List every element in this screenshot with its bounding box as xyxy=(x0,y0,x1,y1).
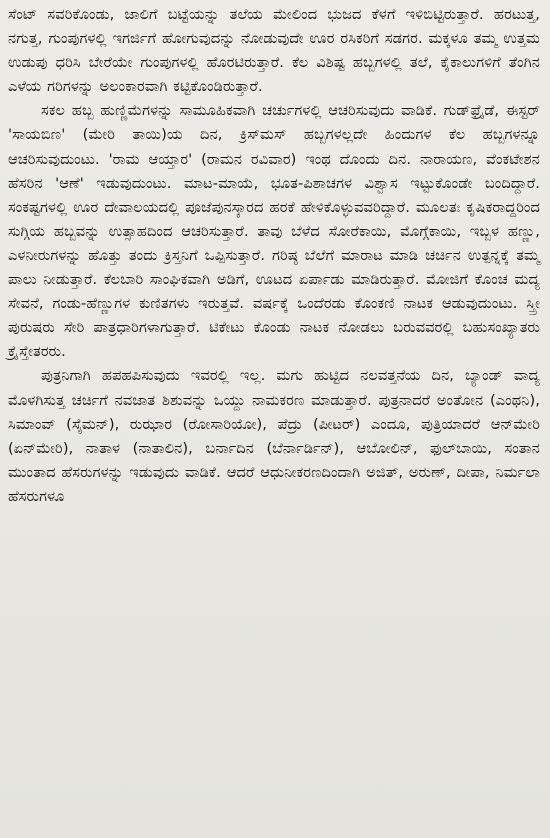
paragraph-naming-ceremony: ಪುತ್ರನಿಗಾಗಿ ಹಪಹಪಿಸುವುದು ಇವರಲ್ಲಿ ಇಲ್ಲ. ಮಗು ಹುಟ್ಟಿದ ನಲವತ್ತನೆಯ ದಿನ, ಬ್ಯಾಂಡ್ ವಾದ್ಯ ಮೊಳಗಿಸುತ್ತ ಚರ್ಚಿಗೆ ನವಜಾತ ಶಿಶುವನ್ನು ಒಯ್ದು ನಾಮಕರಣ ಮಾಡುತ್ತಾರೆ. ಪುತ್ರನಾದರೆ ಅಂತೋನ (ಎಂಥನಿ), ಸಿಮಾಂವ್ (ಸೈಮನ್), ರುಝಾರ (ರೋಸಾರಿಯೋ), ಪೆದ್ರು (ಪೀಟರ್) ಎಂದೂ, ಪುತ್ರಿಯಾದರೆ ಆನ್‌ಮೇರಿ (ಏನ್‌ಮೇರಿ), ನಾತಾಳ (ನಾತಾಲಿನ), ಬರ್ನಾದಿನ (ಬೆರ್ನಾರ್ಡಿನ್), ಆಬೋಲಿನ್, ಫುಲ್‌ಬಾಯಿ, ಸಂತಾನ ಮುಂತಾದ ಹೆಸರುಗಳನ್ನು ಇಡುವುದು ವಾಡಿಕೆ. ಆದರೆ ಆಧುನೀಕರಣದಿಂದಾಗಿ ಅಜಿತ್, ಅರುಣ್, ದೀಪಾ, ನಿರ್ಮಲಾ ಹೆಸರುಗಳೂ xyxy=(8,367,540,505)
paragraph-festival-attire: ಸೆಂಟ್ ಸವರಿಕೊಂಡು, ಜಾಲಿಗೆ ಬಟ್ಟೆಯನ್ನು ತಲೆಯ ಮೇಲಿಂದ ಭುಜದ ಕೆಳಗೆ ಇಳಿಬಿಟ್ಟಿರುತ್ತಾರೆ. ಹರಟುತ್ತ, ನಗುತ್ತ, ಗುಂಪುಗಳಲ್ಲಿ ಇಗರ್ಜಿಗೆ ಹೋಗುವುದನ್ನು ನೋಡುವುದೇ ಊರ ರಸಿಕರಿಗೆ ಸಡಗರ. ಮಕ್ಕಳೂ ತಮ್ಮ ಉತ್ತಮ ಉಡುಪು ಧರಿಸಿ ಬೇರೆಯೇ ಗುಂಪುಗಳಲ್ಲಿ ಹೊರಟಿರುತ್ತಾರೆ. ಕೆಲ ವಿಶಿಷ್ಟ ಹಬ್ಬಗಳಲ್ಲಿ ತಲೆ, ಕೈಕಾಲುಗಳಿಗೆ ತೆಂಗಿನ ಎಳೆಯ ಗರಿಗಳನ್ನು ಅಲಂಕಾರವಾಗಿ ಕಟ್ಟಿಕೊಂಡಿರುತ್ತಾರೆ. xyxy=(8,6,540,96)
paragraph-festivals-and-customs: ಸಕಲ ಹಬ್ಬ ಹುಣ್ಣಿಮೆಗಳನ್ನು ಸಾಮೂಹಿಕವಾಗಿ ಚರ್ಚುಗಳಲ್ಲಿ ಆಚರಿಸುವುದು ವಾಡಿಕೆ. ಗುಡ್‌ಫ್ರೈಡೆ, ಈಸ್ಟರ್ 'ಸಾಯಬಿಣ' (ಮೇರಿ ತಾಯಿ)ಯ ದಿನ, ಕ್ರಿಸ್‌ಮಸ್ ಹಬ್ಬಗಳಲ್ಲದೇ ಹಿಂದುಗಳ ಕೆಲ ಹಬ್ಬಗಳನ್ನೂ ಆಚರಿಸುವುದುಂಟು. 'ರಾಮ ಆಯ್ತಾರ' (ರಾಮನ ರವಿವಾರ) ಇಂಥ ದೊಂದು ದಿನ. ನಾರಾಯಣ, ವೆಂಕಟೇಶನ ಹೆಸರಿನ 'ಆಣೆ' ಇಡುವುದುಂಟು. ಮಾಟ-ಮಾಯೆ, ಭೂತ-ಪಿಶಾಚಗಳ ವಿಶ್ವಾಸ ಇಟ್ಟುಕೊಂಡೇ ಬಂದಿದ್ದಾರೆ. ಸಂಕಷ್ಟಗಳಲ್ಲಿ ಊರ ದೇವಾಲಯದಲ್ಲಿ ಪೂಜೆಪುನಸ್ಕಾರದ ಹರಕೆ ಹೇಳಿಕೊಳ್ಳುವವರಿದ್ದಾರೆ. ಮೂಲತಃ ಕೃಷಿಕರಾದ್ದರಿಂದ ಸುಗ್ಗಿಯ ಹಬ್ಬವನ್ನು ಉತ್ಸಾಹದಿಂದ ಆಚರಿಸುತ್ತಾರೆ. ತಾವು ಬೆಳೆದ ಸೋರೆಕಾಯಿ, ಮೊಗ್ಗೆಕಾಯಿ, ಇಬ್ಬಳ ಹಣ್ಣು, ಎಳನೀರುಗಳನ್ನು ಹೊತ್ತು ತಂದು ಕ್ರಿಸ್ತನಿಗೆ ಒಪ್ಪಿಸುತ್ತಾರೆ. ಗರಿಷ್ಠ ಬೆಲೆಗೆ ಮಾರಾಟ ಮಾಡಿ ಚರ್ಚಿನ ಉತ್ಪನ್ನಕ್ಕೆ ತಮ್ಮ ಪಾಲು ನೀಡುತ್ತಾರೆ. ಕೆಲಬಾರಿ ಸಾಂಘಿಕವಾಗಿ ಅಡಿಗೆ, ಊಟದ ಏರ್ಪಾಡು ಮಾಡಿರುತ್ತಾರೆ. ಮೋಜಿಗೆ ಕೊಂಚ ಮದ್ಯ ಸೇವನೆ, ಗಂಡು-ಹೆಣ್ಣುಗಳ ಕುಣಿತಗಳು ಇರುತ್ತವೆ. ವರ್ಷಕ್ಕೆ ಒಂದೆರಡು ಕೊಂಕಣಿ ನಾಟಕ ಆಡುವುದುಂಟು. ಸ್ತ್ರೀ ಪುರುಷರು ಸೇರಿ ಪಾತ್ರಧಾರಿಗಳಾಗುತ್ತಾರೆ. ಟಿಕೇಟು ಕೊಂಡು ನಾಟಕ ನೋಡಲು ಬರುವವರಲ್ಲಿ ಬಹುಸಂಖ್ಯಾತರು ಕ್ರೈಸ್ತೇತರರು. xyxy=(8,102,540,361)
